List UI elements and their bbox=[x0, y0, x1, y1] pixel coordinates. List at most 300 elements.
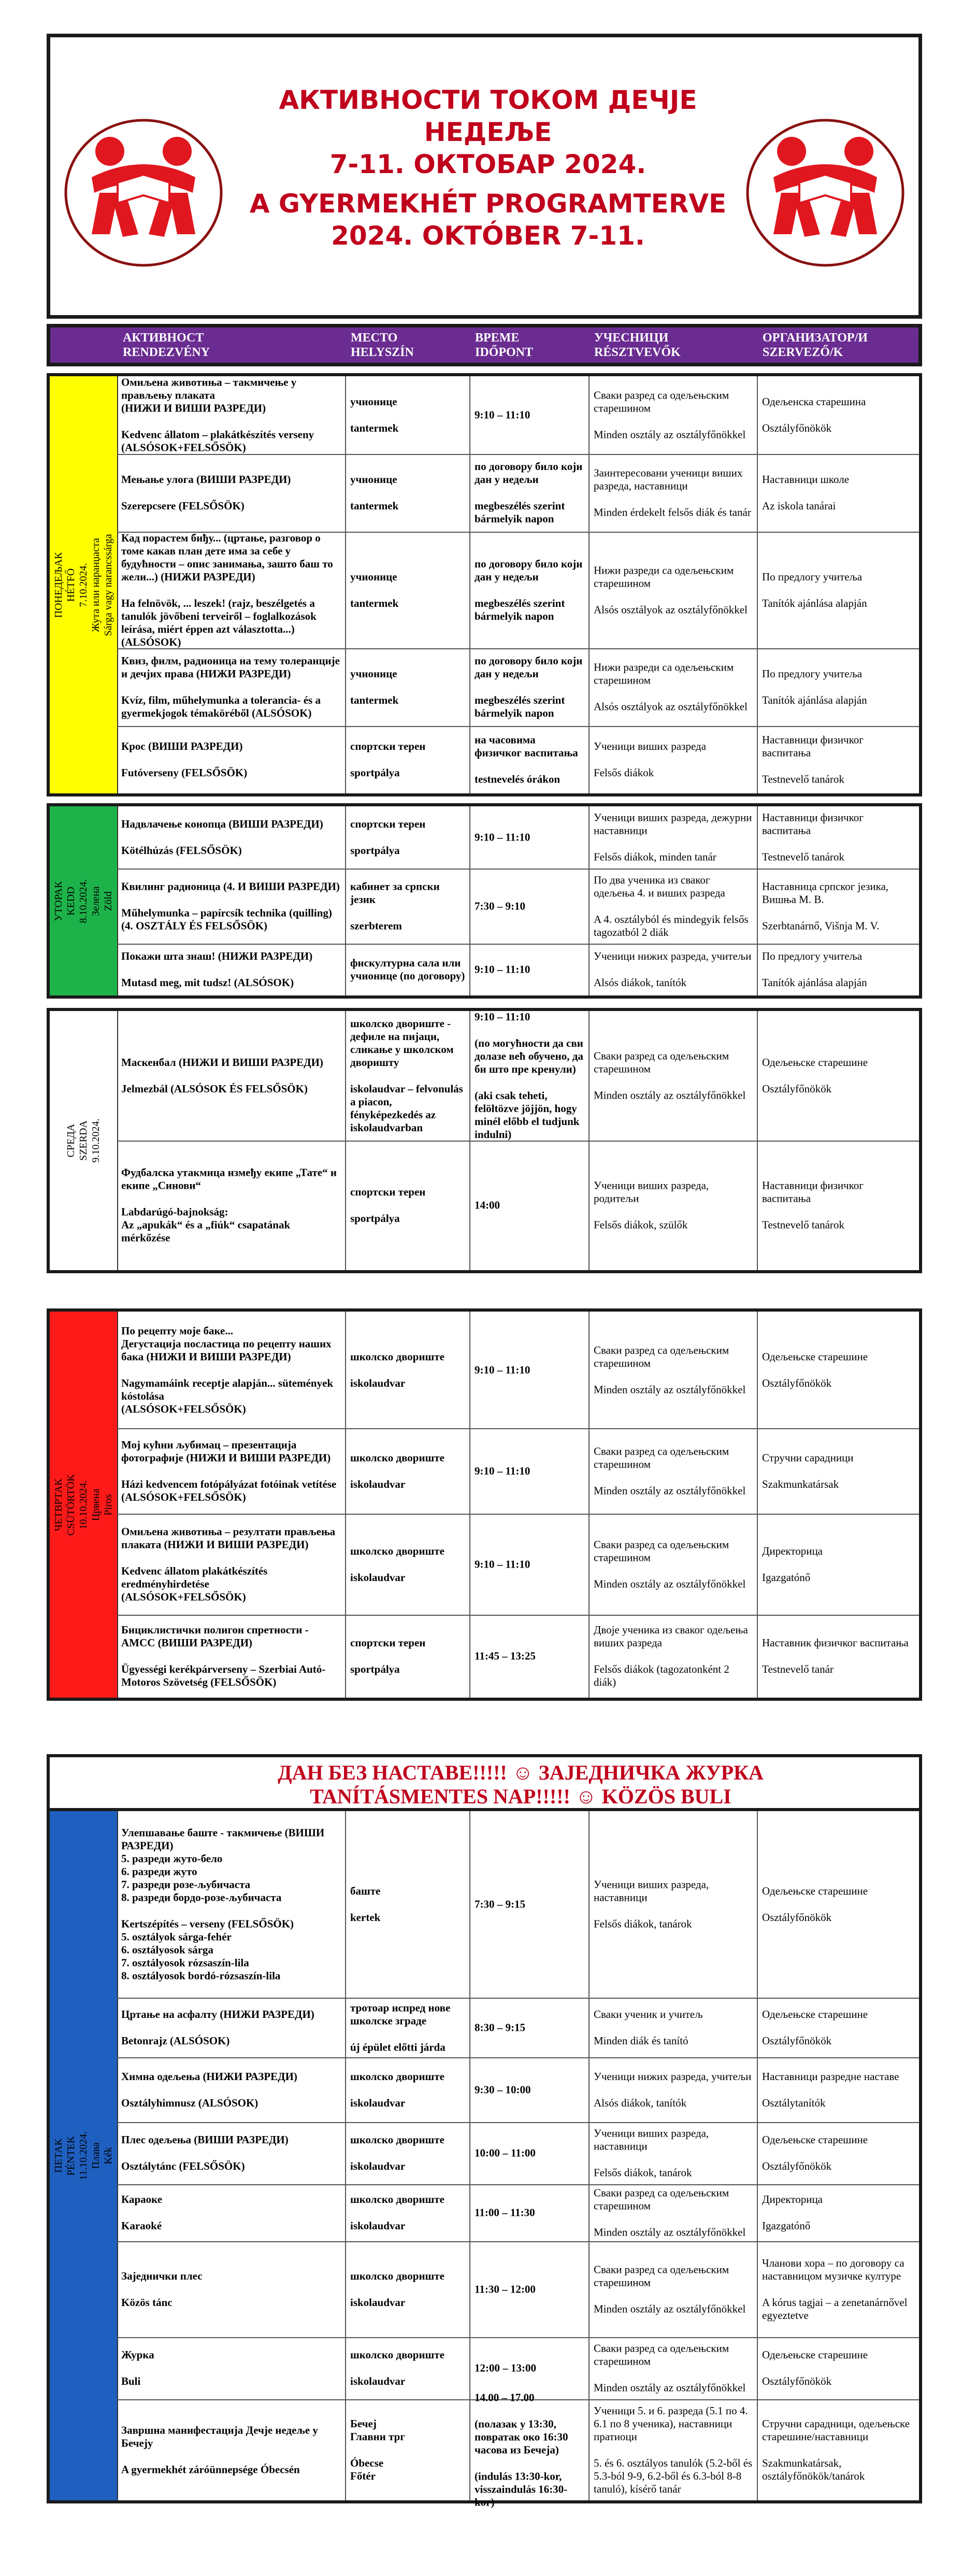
participants-text: Ученици нижих разреда, учитељи bbox=[594, 2070, 752, 2083]
cell-time bbox=[469, 1312, 588, 1428]
activity-text: Надвлачење конопца (ВИШИ РАЗРЕДИ) bbox=[121, 818, 323, 830]
activity-text: Buli bbox=[121, 2375, 141, 2387]
cell-organizer bbox=[757, 648, 919, 726]
day-label: УТОРАК KEDD 8.10.2024. Зелена Zöld bbox=[53, 879, 114, 923]
location-text: iskolaudvar bbox=[350, 2296, 406, 2309]
participants-text: Сваки ученик и учитељ bbox=[594, 2008, 703, 2020]
cell-activity bbox=[117, 2241, 345, 2337]
day-label-cell bbox=[50, 1811, 118, 2500]
activity-text: Квиз, филм, радионица на тему толеранције и дечјих права (НИЖИ РАЗРЕДИ) bbox=[121, 654, 340, 680]
time-text: 9:10 – 11:10 bbox=[475, 963, 530, 976]
cell-organizer bbox=[757, 1312, 919, 1428]
cell-time bbox=[469, 869, 588, 944]
cell-time bbox=[469, 1811, 588, 1998]
time-text: 9:10 – 11:10 bbox=[475, 1011, 530, 1023]
cell-activity bbox=[117, 1428, 345, 1514]
organizer-text: По предлогу учитеља bbox=[762, 950, 863, 962]
cell-location bbox=[345, 1998, 469, 2057]
cell-time bbox=[469, 532, 588, 648]
participants-text: Minden osztály az osztályfőnökkel bbox=[594, 2381, 746, 2394]
cell-participants bbox=[588, 726, 757, 793]
cell-participants bbox=[588, 2122, 757, 2184]
participants-text: Minden osztály az osztályfőnökkel bbox=[594, 2226, 746, 2239]
location-text: учионице bbox=[350, 570, 397, 583]
organizer-text: По предлогу учитеља bbox=[762, 667, 863, 680]
participants-text: Ученици 5. и 6. разреда (5.1 по 4. 6.1 по 8 ученика), наставници пратиоци bbox=[594, 2404, 748, 2443]
participants-text: Alsós osztályok az osztályfőnökkel bbox=[594, 603, 748, 616]
cell-location bbox=[345, 2337, 469, 2399]
location-text: szerbterem bbox=[350, 919, 402, 932]
organizer-text: Одељењске старешине bbox=[762, 2133, 868, 2146]
cell-participants bbox=[588, 2241, 757, 2337]
table-row bbox=[117, 648, 919, 727]
organizer-text: Szakmunkatársak bbox=[762, 1477, 839, 1490]
activity-text: Мењање улога (ВИШИ РАЗРЕДИ) bbox=[121, 473, 291, 486]
cell-organizer bbox=[757, 2184, 919, 2241]
cell-organizer bbox=[757, 726, 919, 793]
cell-organizer bbox=[757, 1428, 919, 1514]
participants-text: Ученици виших разреда, наставници bbox=[594, 2127, 709, 2153]
activity-text: Kedvenc állatom – plakátkészítés verseny (ALSÓSOK+FELSŐSÖK) bbox=[121, 428, 314, 454]
participants-text: Ученици виших разреда bbox=[594, 740, 706, 752]
location-text: tantermek bbox=[350, 422, 399, 434]
cell-location bbox=[345, 944, 469, 995]
organizer-text: Наставници физичког васпитања bbox=[762, 1179, 864, 1205]
cell-location bbox=[345, 806, 469, 869]
organizer-text: Одељењске старешине bbox=[762, 1350, 868, 1363]
cell-organizer bbox=[757, 2057, 919, 2122]
cell-participants bbox=[588, 869, 757, 944]
cell-participants bbox=[588, 376, 757, 454]
cell-activity bbox=[117, 532, 345, 648]
cell-activity bbox=[117, 2184, 345, 2241]
organizer-text: Tanítók ajánlása alapján bbox=[762, 694, 867, 706]
cell-organizer bbox=[757, 806, 919, 869]
location-text: tantermek bbox=[350, 500, 399, 512]
activity-text: A gyermekhét záróünnepsége Óbecsén bbox=[121, 2463, 300, 2475]
organizer-text: Наставници физичког васпитања bbox=[762, 733, 864, 759]
cell-activity bbox=[117, 869, 345, 944]
organizer-text: Tanítók ajánlása alapján bbox=[762, 976, 867, 989]
location-text: iskolaudvar bbox=[350, 1376, 406, 1389]
organizer-text: Наставници школе bbox=[762, 473, 850, 486]
column-header-location: МЕСТО HELYSZÍN bbox=[351, 331, 414, 359]
location-text: iskolaudvar bbox=[350, 2160, 406, 2172]
organizer-text: Testnevelő tanár bbox=[762, 1663, 834, 1675]
participants-text: Felsős diákok, minden tanár bbox=[594, 850, 716, 863]
organizer-text: Osztálytanítók bbox=[762, 2096, 826, 2109]
time-text: по договору било који дан у недељи bbox=[475, 460, 583, 486]
time-text: 11:00 – 11:30 bbox=[475, 2206, 535, 2219]
cell-participants bbox=[588, 1514, 757, 1615]
day-block bbox=[47, 1008, 922, 1273]
organizer-text: Стручни сарадници bbox=[762, 1451, 854, 1464]
time-text: по договору било који дан у недељи bbox=[475, 557, 583, 583]
cell-participants bbox=[588, 806, 757, 869]
location-text: школско двориште bbox=[350, 2349, 444, 2361]
organizer-text: Tanítók ajánlása alapján bbox=[762, 596, 867, 609]
table-row bbox=[117, 1428, 919, 1515]
column-header-row bbox=[47, 324, 922, 366]
table-row bbox=[117, 2241, 919, 2338]
time-text: (aki csak teheti, felöltözve jöjjön, hogy minél előbb el tudjunk indulni) bbox=[475, 1089, 580, 1141]
participants-text: Minden osztály az osztályfőnökkel bbox=[594, 1089, 746, 1102]
cell-location bbox=[345, 648, 469, 726]
time-text: по договору било који дан у недељи bbox=[475, 654, 583, 680]
location-text: sportpálya bbox=[350, 1663, 400, 1675]
organizer-text: Igazgatónő bbox=[762, 1571, 811, 1584]
cell-participants bbox=[588, 2184, 757, 2241]
cell-location bbox=[345, 869, 469, 944]
cell-time bbox=[469, 1141, 588, 1270]
participants-text: Felsős diákok, tanárok bbox=[594, 1917, 692, 1930]
cell-location bbox=[345, 2057, 469, 2122]
cell-location bbox=[345, 376, 469, 454]
day-label: ЧЕТВРТАК CSÜTÖRTÖK 10.10.2024. Црвена Piros bbox=[53, 1474, 114, 1535]
activity-text: Kvíz, film, műhelymunka a tolerancia- és a gyermekjogok témaköréből (ALSÓSOK) bbox=[121, 694, 321, 719]
organizer-text: Osztályfőnökök bbox=[762, 1911, 832, 1924]
cell-time bbox=[469, 376, 588, 454]
cell-organizer bbox=[757, 1011, 919, 1141]
cell-time bbox=[469, 2241, 588, 2337]
friday-banner bbox=[47, 1754, 922, 1811]
organizer-text: Osztályfőnökök bbox=[762, 1083, 832, 1095]
cell-time bbox=[469, 1514, 588, 1615]
cell-activity bbox=[117, 1312, 345, 1428]
table-row bbox=[117, 2184, 919, 2242]
cell-time bbox=[469, 2057, 588, 2122]
activity-text: Labdarúgó-bajnokság: Az „apukák“ és a „fiúk“ csapatának mérkőzése bbox=[121, 1205, 291, 1244]
header-box bbox=[47, 34, 922, 319]
activity-text: Фудбалска утакмица између екипе „Тате“ и екипе „Синови“ bbox=[121, 1166, 337, 1192]
cell-location bbox=[345, 454, 469, 532]
activity-text: Крос (ВИШИ РАЗРЕДИ) bbox=[121, 740, 243, 752]
time-text: на часовима физичког васпитања bbox=[475, 733, 578, 759]
day-label-cell bbox=[50, 376, 118, 793]
organizer-text: Наставници физичког васпитања bbox=[762, 811, 864, 837]
location-text: iskolaudvar – felvonulás a piacon, fényképezkedés az iskolaudvarban bbox=[350, 1083, 463, 1134]
cell-location bbox=[345, 1615, 469, 1698]
cell-activity bbox=[117, 376, 345, 454]
cell-organizer bbox=[757, 1811, 919, 1998]
time-text: 7:30 – 9:10 bbox=[475, 900, 525, 912]
activity-text: Kedvenc állatom plakátkészítés eredményhirdetése (ALSÓSOK+FELSŐSÖK) bbox=[121, 1564, 268, 1603]
activity-text: Маскенбал (НИЖИ И ВИШИ РАЗРЕДИ) bbox=[121, 1056, 323, 1069]
cell-participants bbox=[588, 1428, 757, 1514]
day-label-cell bbox=[50, 1312, 118, 1698]
activity-text: Плес одељења (ВИШИ РАЗРЕДИ) bbox=[121, 2133, 289, 2146]
participants-text: Нижи разреди са одељењским старешином bbox=[594, 661, 734, 687]
organizer-text: Одељењске старешине bbox=[762, 1056, 868, 1069]
location-text: Óbecse Főtér bbox=[350, 2456, 384, 2482]
location-text: спортски терен bbox=[350, 818, 426, 830]
time-text: 11:45 – 13:25 bbox=[475, 1649, 536, 1662]
activity-text: Közös tánc bbox=[121, 2296, 173, 2309]
location-text: tantermek bbox=[350, 694, 399, 706]
cell-organizer bbox=[757, 1514, 919, 1615]
organizer-text: Osztályfőnökök bbox=[762, 2375, 832, 2387]
location-text: фискултурна сала или учионице (по договору) bbox=[350, 957, 465, 982]
location-text: школско двориште bbox=[350, 1544, 444, 1557]
cell-organizer bbox=[757, 1615, 919, 1698]
location-text: iskolaudvar bbox=[350, 1571, 406, 1584]
day-block bbox=[47, 1808, 922, 2508]
participants-text: Двоје ученика из сваког одељења виших разреда bbox=[594, 1624, 748, 1649]
activity-text: Kötélhúzás (FELSŐSÖK) bbox=[121, 844, 242, 857]
activity-text: Химна одељења (НИЖИ РАЗРЕДИ) bbox=[121, 2070, 297, 2083]
table-row bbox=[117, 1514, 919, 1616]
time-text: 8:30 – 9:15 bbox=[475, 2021, 525, 2033]
time-text: 9:10 – 11:10 bbox=[475, 1464, 530, 1477]
participants-text: Felsős diákok, szülők bbox=[594, 1218, 688, 1231]
activity-text: Кад порастем биђу... (цртање, разговор о томе какав план дете има за себе у будућности – опис занимања, зашто баш то жели...) (НИЖИ РАЗРЕДИ) bbox=[121, 531, 333, 583]
activity-text: Омиљена животиња – резултати прављења плаката (НИЖИ И ВИШИ РАЗРЕДИ) bbox=[121, 1525, 336, 1550]
cell-participants bbox=[588, 1141, 757, 1270]
participants-text: Alsós diákok, tanítók bbox=[594, 2096, 687, 2109]
cell-time bbox=[469, 944, 588, 995]
column-header-activity: АКТИВНОСТ RENDEZVÉNY bbox=[123, 331, 210, 359]
location-text: кабинет за српски језик bbox=[350, 880, 440, 905]
cell-organizer bbox=[757, 532, 919, 648]
time-text: 14:00 bbox=[475, 1199, 500, 1212]
organizer-text: Testnevelő tanárok bbox=[762, 1218, 844, 1231]
cell-activity bbox=[117, 2399, 345, 2500]
column-header-time: ВРЕМЕ IDŐPONT bbox=[475, 331, 534, 359]
participants-text: Minden osztály az osztályfőnökkel bbox=[594, 428, 746, 441]
cell-location bbox=[345, 1011, 469, 1141]
organizer-text: Szakmunkatársak, osztályfőnökök/tanárok bbox=[762, 2456, 865, 2482]
participants-text: Minden érdekelt felsős diák és tanár bbox=[594, 506, 751, 519]
organizer-text: Az iskola tanárai bbox=[762, 500, 836, 512]
cell-location bbox=[345, 2122, 469, 2184]
cell-location bbox=[345, 726, 469, 793]
organizer-text: Одељенска старешина bbox=[762, 395, 866, 408]
cell-location bbox=[345, 2184, 469, 2241]
location-text: учионице bbox=[350, 395, 397, 408]
organizer-text: Testnevelő tanárok bbox=[762, 773, 844, 786]
activity-text: Покажи шта знаш! (НИЖИ РАЗРЕДИ) bbox=[121, 950, 313, 962]
activity-text: Омиљена животиња – такмичење у прављењу плаката (НИЖИ И ВИШИ РАЗРЕДИ) bbox=[121, 376, 297, 415]
column-header-organizer: ОРГАНИЗАТОР/И SZERVEZŐ/K bbox=[763, 331, 868, 359]
activity-text: Nagymamáink receptje alapján... sütemények kóstolása (ALSÓSOK+FELSŐSÖK) bbox=[121, 1376, 334, 1415]
cell-time bbox=[469, 648, 588, 726]
table-row bbox=[117, 869, 919, 945]
cell-time bbox=[469, 2337, 588, 2399]
table-row bbox=[117, 2122, 919, 2185]
children-reading-logo-icon bbox=[61, 115, 226, 271]
cell-organizer bbox=[757, 944, 919, 995]
cell-participants bbox=[588, 1011, 757, 1141]
activity-text: Osztálytánc (FELSŐSÖK) bbox=[121, 2160, 245, 2172]
participants-text: Felsős diákok, tanárok bbox=[594, 2166, 692, 2179]
cell-organizer bbox=[757, 1998, 919, 2057]
cell-activity bbox=[117, 1514, 345, 1615]
participants-text: Minden osztály az osztályfőnökkel bbox=[594, 2302, 746, 2315]
location-text: iskolaudvar bbox=[350, 2219, 406, 2232]
location-text: tantermek bbox=[350, 596, 399, 609]
time-text: (полазак у 13:30, повратак око 16:30 часова из Бечеја) bbox=[475, 2417, 568, 2456]
day-block bbox=[47, 1308, 922, 1701]
location-text: Бечеј Главни трг bbox=[350, 2417, 405, 2443]
organizer-text: Стручни сарадници, одељењске старешине/наставници bbox=[762, 2417, 910, 2443]
location-text: új épület előtti járda bbox=[350, 2041, 446, 2053]
organizer-text: Одељењске старешине bbox=[762, 2349, 868, 2361]
cell-activity bbox=[117, 1615, 345, 1698]
cell-organizer bbox=[757, 376, 919, 454]
activity-text: Бициклистички полигон спретности - АМСС (ВИШИ РАЗРЕДИ) bbox=[121, 1624, 309, 1649]
location-text: школско двориште bbox=[350, 1451, 444, 1464]
participants-text: Minden osztály az osztályfőnökkel bbox=[594, 1577, 746, 1590]
cell-participants bbox=[588, 454, 757, 532]
cell-organizer bbox=[757, 869, 919, 944]
cell-location bbox=[345, 1811, 469, 1998]
organizer-text: A kórus tagjai – a zenetanárnővel egyeztetve bbox=[762, 2296, 908, 2322]
cell-participants bbox=[588, 2337, 757, 2399]
cell-organizer bbox=[757, 2122, 919, 2184]
participants-text: Ученици виших разреда, родитељи bbox=[594, 1179, 709, 1205]
activity-text: Квилинг радионица (4. И ВИШИ РАЗРЕДИ) bbox=[121, 880, 340, 892]
cell-participants bbox=[588, 1615, 757, 1698]
location-text: учионице bbox=[350, 473, 397, 486]
organizer-text: Testnevelő tanárok bbox=[762, 850, 844, 863]
cell-time bbox=[469, 1011, 588, 1141]
organizer-text: Одељењске старешине bbox=[762, 2008, 868, 2020]
organizer-text: Наставник физичког васпитања bbox=[762, 1636, 909, 1649]
location-text: iskolaudvar bbox=[350, 1477, 406, 1490]
cell-time bbox=[469, 2391, 588, 2508]
location-text: школско двориште bbox=[350, 2193, 444, 2205]
table-row bbox=[117, 1615, 919, 1698]
cell-activity bbox=[117, 1141, 345, 1270]
time-text: testnevelés órákon bbox=[475, 773, 561, 786]
time-text: 9:10 – 11:10 bbox=[475, 1558, 530, 1570]
participants-text: Minden diák és tanító bbox=[594, 2034, 688, 2047]
cell-activity bbox=[117, 648, 345, 726]
cell-participants bbox=[588, 2057, 757, 2122]
cell-time bbox=[469, 806, 588, 869]
organizer-text: Osztályfőnökök bbox=[762, 2160, 832, 2172]
day-label: СРЕДА SZERDA 9.10.2024. bbox=[65, 1118, 102, 1163]
cell-participants bbox=[588, 648, 757, 726]
location-text: школско двориште bbox=[350, 2269, 444, 2282]
organizer-text: Чланови хора – по договору са наставницом музичке културе bbox=[762, 2256, 904, 2282]
cell-organizer bbox=[757, 454, 919, 532]
activity-text: Betonrajz (ALSÓSOK) bbox=[121, 2034, 230, 2047]
participants-text: Сваки разред са одељењским старешином bbox=[594, 2186, 729, 2212]
participants-text: По два ученика из сваког одељења 4. и виших разреда bbox=[594, 873, 725, 899]
activity-text: Завршна манифестација Дечје недеље у Бечеју bbox=[121, 2424, 318, 2449]
cell-activity bbox=[117, 1998, 345, 2057]
participants-text: 5. és 6. osztályos tanulók (5.2-ből és 5.3-ból 9-9, 6.2-ből és 6.3-ból 8-8 tanuló), kísérő tanár bbox=[594, 2456, 753, 2495]
activity-text: Мој кућни љубимац – презентација фотографије (НИЖИ И ВИШИ РАЗРЕДИ) bbox=[121, 1438, 331, 1464]
organizer-text: Osztályfőnökök bbox=[762, 2034, 832, 2047]
table-row bbox=[117, 454, 919, 533]
time-text: 9:30 – 10:00 bbox=[475, 2083, 531, 2096]
time-text: (indulás 13:30-kor, visszaindulás 16:30-kor) bbox=[475, 2470, 568, 2508]
cell-participants bbox=[588, 1312, 757, 1428]
title-serbian: АКТИВНОСТИ ТОКОМ ДЕЧЈЕ НЕДЕЉЕ 7-11. ОКТОБАР 2024. bbox=[279, 85, 697, 179]
location-text: баште bbox=[350, 1885, 381, 1897]
participants-text: Ученици нижих разреда, учитељи bbox=[594, 950, 752, 962]
time-text: 9:10 – 11:10 bbox=[475, 1363, 530, 1376]
table-row bbox=[117, 1998, 919, 2058]
table-row bbox=[117, 726, 919, 793]
cell-activity bbox=[117, 726, 345, 793]
table-row bbox=[117, 1811, 919, 1999]
participants-text: A 4. osztályból és mindegyik felsős tagozatból 2 diák bbox=[594, 913, 749, 938]
cell-time bbox=[469, 1428, 588, 1514]
cell-time bbox=[469, 1615, 588, 1698]
activity-text: Ügyességi kerékpárverseny – Szerbiai Autó-Motoros Szövetség (FELSŐSÖK) bbox=[121, 1663, 326, 1688]
cell-participants bbox=[588, 944, 757, 995]
activity-text: Műhelymunka – papírcsík technika (quilling) (4. OSZTÁLY ÉS FELSŐSÖK) bbox=[121, 906, 332, 932]
time-text: 9:10 – 11:10 bbox=[475, 831, 530, 844]
organizer-text: Osztályfőnökök bbox=[762, 422, 832, 434]
participants-text: Сваки разред са одељењским старешином bbox=[594, 1538, 729, 1563]
organizer-text: Igazgatónő bbox=[762, 2219, 811, 2232]
participants-text: Сваки разред са одељењским старешином bbox=[594, 1344, 729, 1369]
cell-location bbox=[345, 532, 469, 648]
activity-text: Futóverseny (FELSŐSÖK) bbox=[121, 766, 248, 779]
activity-text: Ha felnövök, ... leszek! (rajz, beszélgetés a tanulók jövőbeni terveiről – foglalkozások leírása, miért éppen azt választotta...) (ALSÓSOK) bbox=[121, 596, 317, 648]
participants-text: Сваки разред са одељењским старешином bbox=[594, 389, 729, 415]
organizer-text: Одељењске старешине bbox=[762, 1885, 868, 1897]
organizer-text: Szerbtanárnő, Višnja M. V. bbox=[762, 919, 880, 932]
day-block bbox=[47, 803, 922, 999]
location-text: школско двориште bbox=[350, 1350, 444, 1363]
table-row bbox=[117, 2057, 919, 2123]
activity-text: Заједнички плес bbox=[121, 2269, 203, 2282]
location-text: kertek bbox=[350, 1911, 381, 1924]
cell-activity bbox=[117, 1011, 345, 1141]
cell-time bbox=[469, 2184, 588, 2241]
participants-text: Нижи разреди са одељењским старешином bbox=[594, 564, 734, 589]
cell-activity bbox=[117, 454, 345, 532]
children-reading-logo-icon bbox=[742, 115, 908, 271]
day-block bbox=[47, 373, 922, 796]
activity-text: Караоке bbox=[121, 2193, 163, 2205]
location-text: школско двориште bbox=[350, 2133, 444, 2146]
participants-text: Felsős diákok bbox=[594, 766, 654, 779]
cell-activity bbox=[117, 2337, 345, 2399]
participants-text: Alsós diákok, tanítók bbox=[594, 976, 687, 989]
day-label-cell bbox=[50, 806, 118, 995]
column-header-participants: УЧЕСНИЦИ RÉSZTVEVŐK bbox=[594, 331, 681, 359]
location-text: iskolaudvar bbox=[350, 2096, 406, 2109]
cell-time bbox=[469, 1998, 588, 2057]
cell-time bbox=[469, 454, 588, 532]
day-label: ПОНЕДЕЉАК HÉTFŐ 7.10.2024. Жута или наранџаста Sárga vagy narancssárga bbox=[53, 534, 114, 636]
organizer-text: По предлогу учитеља bbox=[762, 570, 863, 583]
time-text: (по могућности да сви долазе већ обучено, да би што пре кренули) bbox=[475, 1037, 583, 1075]
activity-text: Szerepcsere (FELSŐSÖK) bbox=[121, 500, 245, 512]
activity-text: Улепшавање баште - такмичење (ВИШИ РАЗРЕДИ) 5. разреди жуто-бело 6. разреди жуто 7. разреди розе-љубичаста 8. разреди бордо-розе-љубичаста bbox=[121, 1826, 325, 1904]
cell-location bbox=[345, 1428, 469, 1514]
activity-text: Házi kedvencem fotópályázat fotóinak vetítése (ALSÓSOK+FELSŐSÖK) bbox=[121, 1477, 337, 1503]
activity-text: Jelmezbál (ALSÓSOK ÉS FELSŐSÖK) bbox=[121, 1083, 308, 1095]
cell-activity bbox=[117, 944, 345, 995]
participants-text: Ученици виших разреда, дежурни наставници bbox=[594, 811, 752, 837]
time-text: megbeszélés szerint bármelyik napon bbox=[475, 596, 565, 622]
participants-text: Minden osztály az osztályfőnökkel bbox=[594, 1484, 746, 1497]
cell-location bbox=[345, 2241, 469, 2337]
table-row bbox=[117, 806, 919, 870]
location-text: спортски терен bbox=[350, 740, 426, 752]
cell-location bbox=[345, 1514, 469, 1615]
participants-text: Minden osztály az osztályfőnökkel bbox=[594, 1383, 746, 1396]
title-hungarian: A GYERMEKHÉT PROGRAMTERVE 2024. OKTÓBER 7-11. bbox=[249, 189, 727, 251]
table-row bbox=[117, 1011, 919, 1142]
